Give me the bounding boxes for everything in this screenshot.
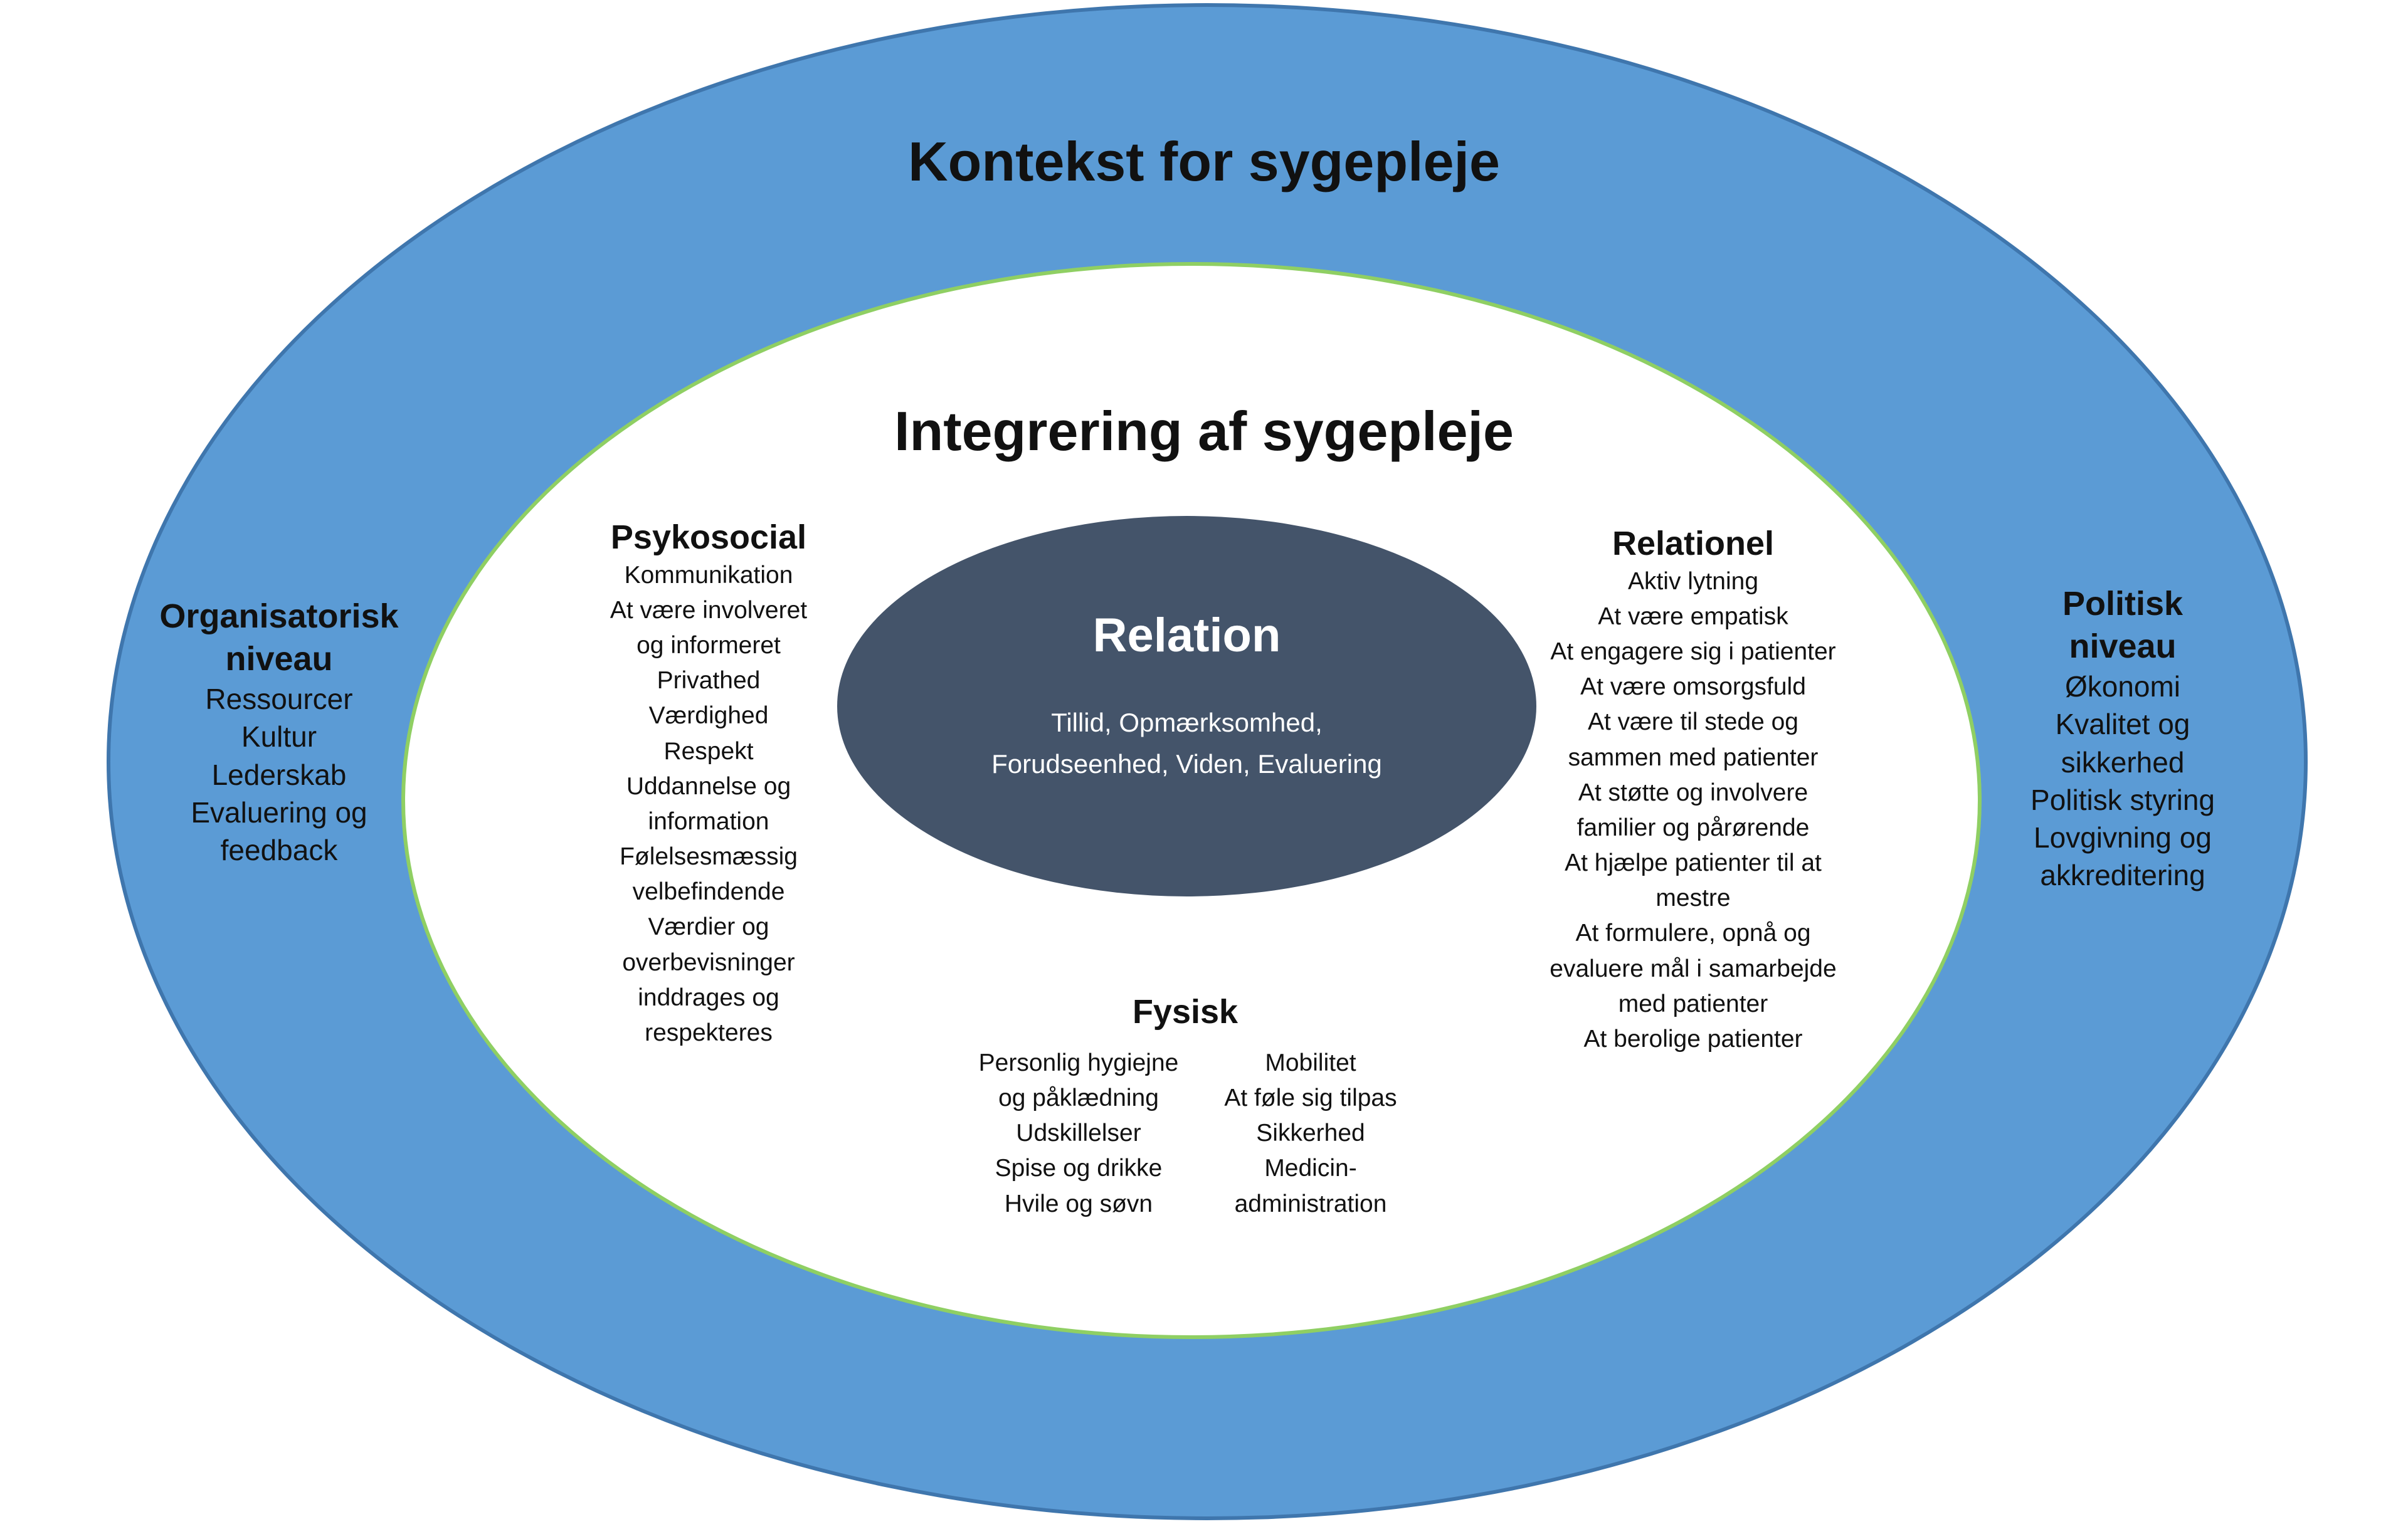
psykosocial-item: respekteres — [645, 1019, 773, 1046]
fysisk-item: Hvile og søvn — [1004, 1190, 1153, 1217]
inner-title: Integrering af sygepleje — [894, 400, 1514, 462]
fysisk-item: Medicin- — [1264, 1155, 1357, 1182]
relationel-item: At være omsorgsfuld — [1580, 673, 1806, 701]
fysisk-title: Fysisk — [1132, 993, 1238, 1031]
politisk-item: akkreditering — [2040, 859, 2205, 892]
fysisk-item: At føle sig tilpas — [1224, 1085, 1397, 1112]
politisk-niveau-block — [1963, 583, 2283, 895]
relationel-item: med patienter — [1618, 990, 1768, 1017]
organisatorisk-item: Ressourcer — [205, 683, 353, 715]
fysisk-item: Mobilitet — [1265, 1049, 1356, 1076]
relationel-item: At formulere, opnå og — [1575, 920, 1811, 947]
psykosocial-item: Værdighed — [648, 702, 769, 730]
politisk-item: sikkerhed — [2061, 745, 2185, 779]
organisatorisk-item: Evaluering og — [191, 796, 367, 829]
psykosocial-item: Følelsesmæssig — [620, 843, 798, 871]
relationel-item: familier og pårørende — [1576, 814, 1810, 841]
center-title: Relation — [1092, 609, 1281, 662]
politisk-list — [1963, 668, 2283, 895]
relationel-item: At engagere sig i patienter — [1550, 638, 1836, 666]
politisk-title-line: Politisk — [2062, 585, 2184, 623]
center-subtitle-line: Forudseenhed, Viden, Evaluering — [991, 749, 1382, 779]
fysisk-item: administration — [1234, 1190, 1387, 1217]
organisatorisk-item: Kultur — [241, 720, 317, 754]
relationel-item: evaluere mål i samarbejde — [1550, 955, 1837, 982]
fysisk-list-right — [1198, 1046, 1423, 1222]
politisk-title-line: niveau — [2069, 627, 2177, 665]
psykosocial-item: velbefindende — [632, 878, 785, 906]
fysisk-list-left — [953, 1046, 1204, 1222]
psykosocial-item: Værdier og — [648, 913, 769, 941]
relationel-item: Aktiv lytning — [1627, 567, 1759, 595]
politisk-item: Økonomi — [2064, 670, 2181, 703]
organisatorisk-item: Lederskab — [211, 758, 347, 791]
psykosocial-item: Uddannelse og — [626, 772, 791, 800]
outer-title: Kontekst for sygepleje — [908, 130, 1500, 192]
fysisk-item: Sikkerhed — [1256, 1120, 1365, 1147]
psykosocial-title: Psykosocial — [610, 518, 807, 556]
fysisk-item: og påklædning — [998, 1085, 1159, 1112]
relationel-item: At være empatisk — [1598, 602, 1788, 630]
center-subtitle-line: Tillid, Opmærksomhed, — [1051, 708, 1323, 737]
organisatorisk-niveau-block — [125, 596, 433, 869]
psykosocial-item: inddrages og — [638, 984, 779, 1011]
organisatorisk-item: feedback — [220, 834, 338, 866]
politisk-item: Politisk styring — [2030, 783, 2215, 816]
relationel-item: At støtte og involvere — [1578, 779, 1809, 806]
politisk-item: Kvalitet og — [2055, 708, 2190, 741]
psykosocial-item: At være involveret — [610, 596, 808, 624]
organisatorisk-title-line: Organisatorisk — [159, 597, 399, 635]
fysisk-item: Udskillelser — [1016, 1120, 1141, 1147]
relationel-item: mestre — [1656, 885, 1731, 912]
organisatorisk-list — [125, 680, 433, 869]
relationel-item: At være til stede og — [1588, 708, 1798, 736]
fysisk-item: Personlig hygiejne — [978, 1049, 1179, 1076]
relationel-item: At berolige patienter — [1583, 1025, 1803, 1053]
psykosocial-list — [552, 558, 865, 1051]
psykosocial-item: overbevisninger — [622, 948, 795, 976]
psykosocial-item: Kommunikation — [624, 561, 793, 589]
relationel-block — [1518, 523, 1869, 1057]
psykosocial-item: og informeret — [636, 632, 781, 659]
psykosocial-item: information — [648, 807, 769, 835]
fysisk-item: Spise og drikke — [995, 1155, 1163, 1182]
relationel-title: Relationel — [1612, 525, 1775, 562]
psykosocial-item: Privathed — [657, 667, 761, 695]
center-subtitle — [837, 702, 1536, 785]
relationel-item: At hjælpe patienter til at — [1565, 849, 1822, 877]
psykosocial-block — [552, 517, 865, 1051]
relationel-item: sammen med patienter — [1568, 743, 1819, 771]
politisk-item: Lovgivning og — [2034, 821, 2212, 854]
organisatorisk-title-line: niveau — [225, 639, 333, 678]
psykosocial-item: Respekt — [663, 737, 754, 765]
relationel-list — [1518, 564, 1869, 1057]
